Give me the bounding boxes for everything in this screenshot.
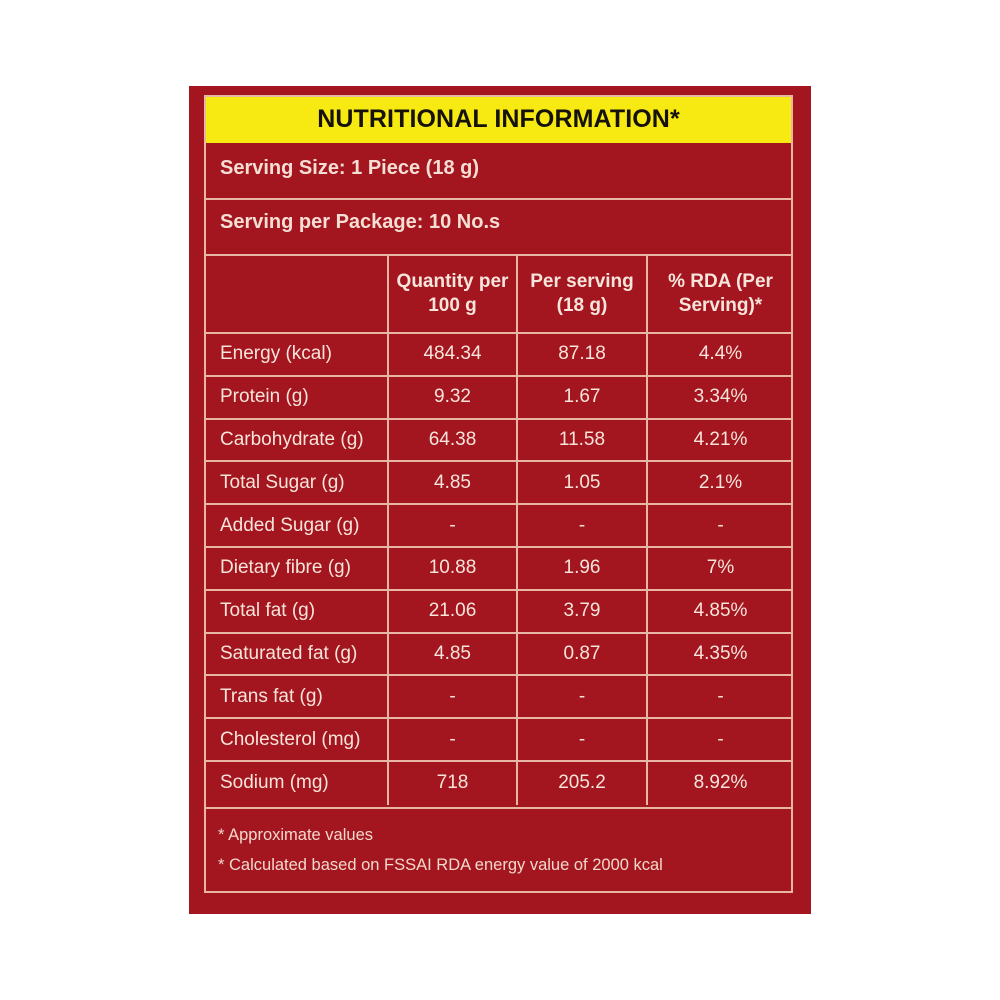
value-per-100g: 718 bbox=[389, 762, 518, 805]
value-rda: 4.4% bbox=[698, 343, 743, 365]
nutrient-name: Energy (kcal) bbox=[204, 334, 389, 375]
footnote: * Calculated based on FSSAI RDA energy value of 2000 kcal bbox=[218, 856, 663, 874]
nutrition-title: NUTRITIONAL INFORMATION* bbox=[204, 95, 793, 143]
value-rda: 4.85% bbox=[693, 600, 748, 622]
nutrient-name: Protein (g) bbox=[204, 377, 389, 418]
nutrient-name: Cholesterol (mg) bbox=[204, 719, 389, 760]
value-per-serving: 1.67 bbox=[518, 377, 648, 418]
value-per-serving: - bbox=[518, 676, 648, 717]
nutrient-name: Added Sugar (g) bbox=[204, 505, 389, 546]
value-rda: 4.21% bbox=[693, 428, 748, 450]
value-per-100g: 484.34 bbox=[389, 334, 518, 375]
nutrient-name: Dietary fibre (g) bbox=[204, 548, 389, 589]
nutrient-name: Total Sugar (g) bbox=[204, 462, 389, 503]
value-rda: 3.34% bbox=[693, 386, 748, 408]
nutrient-name: Total fat (g) bbox=[204, 591, 389, 632]
value-per-serving: 1.05 bbox=[518, 462, 648, 503]
value-per-serving: - bbox=[518, 505, 648, 546]
header-cell-per-serving: Per serving (18 g) bbox=[518, 256, 648, 332]
nutrient-name: Carbohydrate (g) bbox=[204, 420, 389, 461]
value-per-100g: 21.06 bbox=[389, 591, 518, 632]
value-per-serving: 11.58 bbox=[518, 420, 648, 461]
nutrient-name: Sodium (mg) bbox=[204, 762, 389, 805]
panel-border bbox=[204, 95, 793, 893]
serving-size: Serving Size: 1 Piece (18 g) bbox=[220, 157, 479, 179]
header-cell-rda: % RDA (Per Serving)* bbox=[668, 271, 773, 316]
value-per-serving: 3.79 bbox=[518, 591, 648, 632]
value-per-100g: 10.88 bbox=[389, 548, 518, 589]
value-per-100g: 9.32 bbox=[389, 377, 518, 418]
footnote: * Approximate values bbox=[218, 826, 374, 844]
value-rda: - bbox=[717, 514, 724, 536]
value-rda: 7% bbox=[706, 557, 735, 579]
value-rda: 2.1% bbox=[698, 471, 743, 493]
value-per-serving: 1.96 bbox=[518, 548, 648, 589]
value-rda: - bbox=[717, 728, 724, 750]
value-per-100g: - bbox=[389, 719, 518, 760]
value-per-100g: 4.85 bbox=[389, 462, 518, 503]
value-per-100g: - bbox=[389, 505, 518, 546]
nutrient-name: Trans fat (g) bbox=[204, 676, 389, 717]
value-per-serving: 205.2 bbox=[518, 762, 648, 805]
value-per-serving: 0.87 bbox=[518, 634, 648, 675]
value-rda: - bbox=[717, 685, 724, 707]
value-per-100g: - bbox=[389, 676, 518, 717]
value-per-100g: 4.85 bbox=[389, 634, 518, 675]
value-per-serving: - bbox=[518, 719, 648, 760]
value-per-100g: 64.38 bbox=[389, 420, 518, 461]
value-per-serving: 87.18 bbox=[518, 334, 648, 375]
header-cell-per-100g: Quantity per 100 g bbox=[389, 256, 518, 332]
serving-per-package: Serving per Package: 10 No.s bbox=[220, 211, 501, 233]
nutrient-name: Saturated fat (g) bbox=[204, 634, 389, 675]
value-rda: 8.92% bbox=[693, 772, 748, 794]
value-rda: 4.35% bbox=[693, 642, 748, 664]
